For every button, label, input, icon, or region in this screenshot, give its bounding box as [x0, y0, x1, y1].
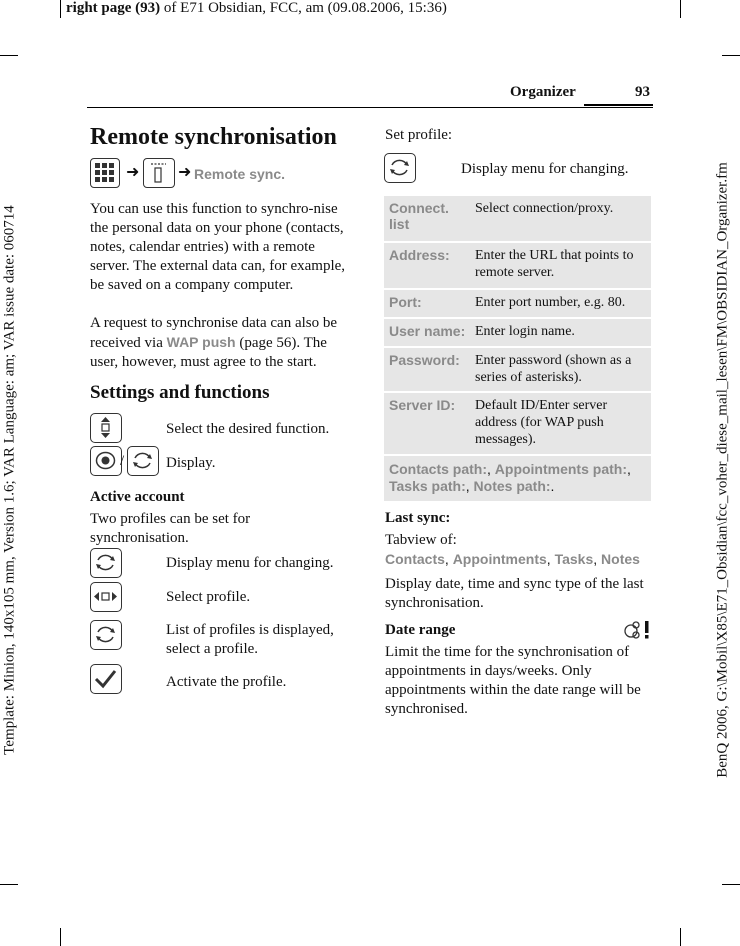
softkey-icon: [127, 446, 159, 476]
tasks-path-label: Tasks path:: [389, 478, 466, 494]
arrow-right-icon: ➜: [178, 164, 192, 181]
set-profile-heading: Set profile:: [385, 127, 453, 143]
last-sync-heading: Last sync:: [385, 510, 451, 526]
table-row-paths: [384, 456, 651, 501]
page-title: Remote synchronisation: [90, 124, 337, 150]
active-account-desc: Two profiles can be set for synchronisation.: [90, 511, 251, 546]
header-rule: [87, 107, 653, 108]
table-row: [384, 290, 651, 317]
row-label: Password:: [389, 352, 460, 368]
active-account-heading: Active account: [90, 489, 185, 505]
crop-mark: [680, 0, 681, 18]
table-row: [384, 348, 651, 391]
slash-separator: /: [120, 453, 125, 469]
tab-list: Contacts, Appointments, Tasks, Notes: [385, 551, 640, 567]
center-key-icon: [90, 446, 125, 476]
menu-path-label: Remote sync.: [194, 166, 286, 182]
row-label: Address:: [389, 247, 450, 263]
row-value: Enter password (shown as a series of asterisks).: [475, 353, 632, 385]
row-value: Enter the URL that points to remote server.: [475, 248, 634, 280]
table-row: [384, 243, 651, 288]
request-paragraph: [90, 314, 355, 372]
last-sync-desc: Display date, time and sync type of the last synchronisation.: [385, 576, 644, 611]
appointments-path-label: Appointments path:: [494, 461, 627, 477]
select-function-text: Select the desired function.: [166, 421, 330, 437]
tab-tasks: Tasks: [554, 551, 594, 567]
intro-paragraph: You can use this function to synchro-nise the personal data on your phone (contacts, notes, calendar entries) with a remote server. The external data can, for example, be saved on a company computer.: [90, 201, 346, 293]
crop-mark: [0, 884, 18, 885]
softkey-icon: [384, 153, 416, 183]
file-info-header: [66, 0, 447, 17]
provider-warning-icon: [622, 619, 652, 646]
crop-mark: [0, 55, 18, 56]
table-row: [384, 393, 651, 454]
step-select-profile: Select profile.: [166, 589, 251, 605]
settings-heading: Settings and functions: [90, 382, 270, 403]
file-info-bold: right page (93): [66, 0, 161, 16]
paths-list: Contacts path:, Appointments path:, Tasks path:, Notes path:.: [389, 461, 631, 494]
row-label: Port:: [389, 294, 422, 310]
nav-updown-icon: [90, 413, 122, 443]
tab-appointments: Appointments: [452, 551, 547, 567]
request-text-end: (page 56). The user, however, must agree to the start.: [90, 335, 327, 370]
softkey-icon: [90, 548, 122, 578]
file-path-info: BenQ 2006, G:\Mobil\X85\E71_Obsidian\fcc_voher_diese_mail_lesen\FM\OBSIDIAN_Organizer.fm: [714, 162, 731, 778]
row-value: Enter port number, e.g. 80.: [475, 295, 626, 310]
step-list-profiles: List of profiles is displayed, select a profile.: [166, 622, 334, 657]
crop-mark: [60, 928, 61, 946]
crop-mark: [722, 55, 740, 56]
tab-notes: Notes: [601, 551, 640, 567]
crop-mark: [60, 0, 61, 18]
step-display-menu: Display menu for changing.: [166, 555, 334, 571]
nav-leftright-icon: [90, 582, 122, 612]
request-text: A request to synchronise data can also be received via: [90, 315, 338, 351]
date-range-heading: Date range: [385, 622, 456, 638]
contacts-path-label: Contacts path:: [389, 461, 487, 477]
checkmark-key-icon: [90, 664, 122, 694]
tabview-text: Tabview of:: [385, 532, 457, 548]
organizer-icon: [143, 158, 175, 188]
notes-path-label: Notes path:: [473, 478, 551, 494]
table-row: [384, 319, 651, 346]
page-number: 93: [635, 84, 650, 100]
crop-mark: [722, 884, 740, 885]
template-info: Template: Minion, 140x105 mm, Version 1.6; VAR Language: am; VAR issue date: 060714: [1, 205, 18, 755]
wap-push-link: WAP push: [166, 334, 236, 350]
table-row: [384, 196, 651, 241]
crop-mark: [680, 928, 681, 946]
menu-key-icon: [90, 158, 120, 188]
arrow-right-icon: ➜: [126, 164, 140, 181]
row-label: User name:: [389, 323, 466, 339]
header-rule-accent: [584, 104, 653, 106]
row-label: Connect. list: [389, 200, 449, 232]
date-range-desc: Limit the time for the synchronisation of appointments in days/weeks. Only appointments within the date range will be synchronised.: [385, 644, 641, 717]
row-label: Server ID:: [389, 397, 456, 413]
display-menu-text: Display menu for changing.: [461, 161, 629, 177]
file-info-text: of E71 Obsidian, FCC, am (09.08.2006, 15:36): [163, 0, 447, 16]
section-title: Organizer: [510, 84, 576, 100]
row-value: Select connection/proxy.: [475, 201, 614, 216]
row-value: Default ID/Enter server address (for WAP push messages).: [475, 398, 608, 447]
row-value: Enter login name.: [475, 324, 575, 339]
step-activate-profile: Activate the profile.: [166, 674, 287, 690]
tab-contacts: Contacts: [385, 551, 445, 567]
display-text: Display.: [166, 455, 216, 471]
softkey-icon: [90, 620, 122, 650]
